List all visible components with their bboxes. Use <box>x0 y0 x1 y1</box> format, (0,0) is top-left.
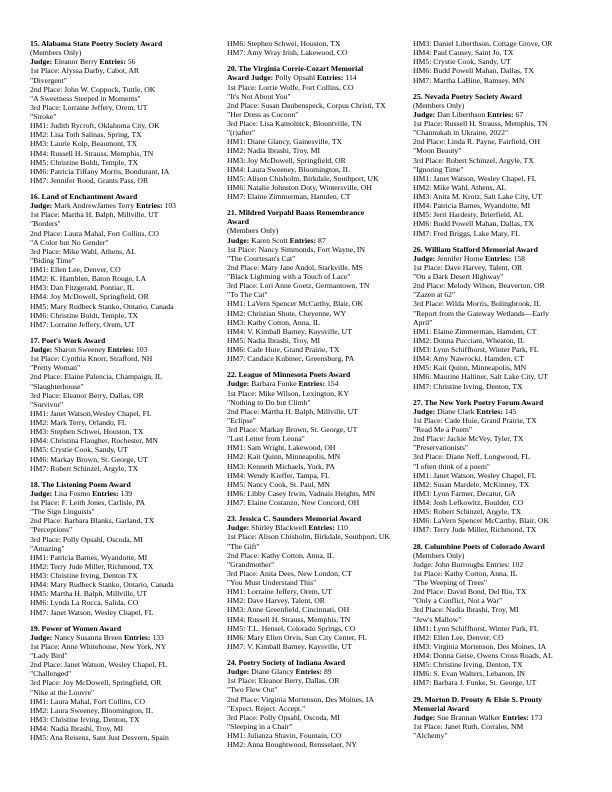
result-line: HM5: Crystie Cook, Sandy, UT <box>413 57 511 67</box>
award-title: 28. Columbine Poets of Colorado Award <box>413 541 545 551</box>
result-line: 2nd Place: John W. Coppock, Tuttle, OK <box>30 84 156 94</box>
award-block-18-the-listening-poem-award <box>30 480 202 617</box>
entries-count: 102 <box>511 559 524 569</box>
result-line: HM4: Russell H. Strauss, Memphis, TN <box>227 614 351 624</box>
result-line: 3rd Place: Anita Dees, New London, CT <box>227 568 352 578</box>
judge-line <box>413 110 585 119</box>
result-line: "Expect. Reject. Accept." <box>227 703 306 713</box>
result-line: HM4: Laura Sweeney, Bloomington, IL <box>227 164 350 174</box>
result-line: "Black Lightning with a Touch of Lace" <box>227 272 351 281</box>
result-line: 2nd Place: Linda R. Payne, Fairfield, OH <box>413 137 541 147</box>
entries-label: Entries: <box>123 632 151 642</box>
result-line: HM4: Joy McDowell, Springfield, OR <box>30 292 149 302</box>
award-title: 21. Mildred Vorpahl Baass Remembrance Award <box>227 208 365 227</box>
judge-name: Diane Clark <box>437 406 475 416</box>
result-line: 1st Place: Nancy Simmonds, Fort Wayne, IN <box>227 244 366 254</box>
column-2 <box>227 39 399 756</box>
result-line: "Perceptions" <box>30 525 73 535</box>
award-title: 20. The Virginia Corrie-Cozart Memorial Award Judge: Polly Opsahl Entries: 114 <box>227 64 364 83</box>
award-block-24-poetry-society-of-indiana-award <box>227 658 399 749</box>
result-line: HM6: S. Evan Walters, Lebanon, IN <box>413 669 525 679</box>
result-line: HM7: Elaine Zimmerman, Hamden, CT <box>227 192 351 201</box>
result-line: HM7: Barbara J. Funke, St. George, UT <box>413 678 537 688</box>
result-line: 2nd Place: Kathy Cotton, Anna, IL <box>227 550 334 560</box>
result-line: 1st Place: Kathy Cotton, Anna, IL <box>413 568 518 578</box>
result-line: "A Color but No Gender" <box>30 237 109 247</box>
entries-label: Entries: <box>317 73 344 83</box>
result-line: "Borders" <box>30 219 61 229</box>
result-line: HM5: Ana Reisens, Sant Just Desvern, Spain <box>30 733 169 743</box>
judge-line <box>30 489 202 498</box>
entries-count: 110 <box>336 523 349 533</box>
award-block-28-columbine-poets-of-colorado-award <box>413 542 585 688</box>
result-line: "Her Dress as Cocoon" <box>227 109 299 119</box>
result-line: "Last Letter from Leona" <box>227 434 305 444</box>
award-block-15-alabama-state-poetry-society-award <box>30 39 202 185</box>
result-line: HM3: Laurie Kolp, Beaumont, TX <box>30 139 138 149</box>
entries-label: Entries: <box>295 667 323 677</box>
judge-line <box>227 523 399 532</box>
entries-count: 114 <box>345 73 357 83</box>
result-line: HM1: Judith Rycroft, Oklahoma City, OK <box>30 121 160 131</box>
judge-name: Shirley Blackwell <box>251 523 307 533</box>
result-line: "Read Me a Poem" <box>413 425 473 434</box>
result-line: "Alchemy" <box>413 731 448 740</box>
result-line: HM3: Lynn Farmer, Decatur, GA <box>413 488 516 498</box>
result-line: 1st Place: Alyssa Darby, Cabot, AR <box>30 66 140 76</box>
entries-count: 158 <box>513 253 525 263</box>
award-block-22-league-of-minnesota-poets-award <box>227 370 399 507</box>
result-line: 3rd Place: Joy McDowell, Springfield, OR <box>30 678 162 688</box>
result-line: HM6: Lynda La Rocca, Salida, CO <box>30 598 139 608</box>
result-line: HM2: Dave Harvey, Talent, OR <box>227 596 325 606</box>
result-line: HM2: Nadia Ibrashi, Troy, MI <box>227 146 321 156</box>
result-line: HM6: Mary Ellen Orvis, Sun City Center, FL <box>227 632 367 642</box>
result-line: HM3: Anita M. Krotz, Salt Lake City, UT <box>413 192 542 201</box>
entries-count: 87 <box>317 235 326 245</box>
result-line: "Nothing to Do but Climb" <box>227 397 311 407</box>
judge-line <box>413 713 585 722</box>
result-line: 2nd Place: Virginia Mortenson, Des Moines, IA <box>227 694 375 704</box>
entries-count: 139 <box>120 488 133 498</box>
result-line: 1st Place: Mike Wilson, Lexington, KY <box>227 388 349 398</box>
judge-line <box>227 236 399 245</box>
result-line: "Moon Beauty" <box>413 146 462 156</box>
result-line: 3rd Place: Robert Schinzel, Argyle, TX <box>413 155 534 165</box>
result-line: HM6: LaVern Spencer McCarthy, Blair, OK <box>413 516 550 526</box>
result-line: "Report from the Gateway Wetlands—Early <box>413 308 550 318</box>
result-line: HM3: Christine Irving, Denton, TX <box>30 714 140 724</box>
award-block-19-power-of-women-award <box>30 624 202 743</box>
judge-label: Judge: <box>413 406 436 416</box>
award-title: 23. Jessica C. Saunders Memorial Award <box>227 514 362 524</box>
members-only-note: (Members Only) <box>30 48 82 58</box>
result-line: HM2: K. Hamblen, Baton Rouge, LA <box>30 274 147 284</box>
award-title: 17. Poet's Work Award <box>30 335 106 345</box>
result-line: "Nike at the Louvre" <box>30 687 95 697</box>
judge-name: Jennifer Horne <box>437 253 484 263</box>
result-line: HM5: T.L. Hensel, Colorado Springs, CO <box>227 623 356 633</box>
result-line: 2nd Place: Susan Daubenspeck, Corpus Christi, TX <box>227 100 386 110</box>
result-line: HM3: Lynn Schiffhorst, Winter Park, FL <box>413 345 539 354</box>
judge-label: Judge: <box>413 559 434 569</box>
result-line: "Survivor" <box>30 399 64 409</box>
award-block-23-jessica-c-saunders-memorial-award <box>227 514 399 651</box>
result-line: HM2: Anna Boughtwood, Rensselaer, NY <box>227 740 357 750</box>
result-line: "Amazing" <box>30 543 65 553</box>
result-line: HM7: V. Kimball Barney, Kaysville, UT <box>227 641 352 651</box>
result-line: HM3: Stephen Schwei, Houston, TX <box>30 427 144 437</box>
entries-count: 173 <box>530 712 543 722</box>
judge-label: Judge: <box>30 632 53 642</box>
result-line: HM2: Ellen Lee, Denver, CO <box>413 632 504 642</box>
award-title: 22. League of Minnesota Poets Award <box>227 370 351 380</box>
result-line: 2nd Place: Janet Watson, Wesley Chapel, FL <box>30 660 168 670</box>
result-line: HM2: Kait Quinn, Minneapolis, MN <box>227 452 341 462</box>
result-line: 1st Place: Russell H. Strauss, Memphis, TN <box>413 119 548 128</box>
judge-label: Judge: <box>30 57 53 67</box>
result-line: 3rd Place: Markay Brown, St. George, UT <box>227 425 358 434</box>
entries-label: Entries: <box>298 379 326 389</box>
result-line: HM4: V. Kimball Barney, Kaysville, UT <box>227 326 352 336</box>
result-line: HM7: Amy Wray Irish, Lakewood, CO <box>227 48 348 58</box>
result-line: "(r)after" <box>227 128 256 138</box>
award-title: 25. Nevada Poetry Society Award <box>413 91 522 101</box>
result-line: 3rd Place: Polly Opsahl, Oscoda, MI <box>227 712 340 722</box>
result-line: 2nd Place: Mary Jane Andol, Starkville, MS <box>227 262 363 272</box>
judge-name: Nancy Susanna Breen <box>54 632 123 642</box>
result-line: HM3: Christine Irving, Denton TX <box>30 571 138 580</box>
result-line: "Two Flew Out" <box>227 685 278 695</box>
result-line: HM4: Christina Flaugher, Rochester, MN <box>30 436 158 446</box>
result-line: HM7: Terry Jude Miller, Richmond, TX <box>413 525 537 535</box>
judge-name: Karen Scott <box>251 235 288 245</box>
result-line: HM1: Ellen Lee, Denver, CO <box>30 265 121 274</box>
result-line: 2nd Place: Jackie McVey, Tyler, TX <box>413 434 524 444</box>
result-line: HM1: Patricia Barnes, Wyandotte, MI <box>30 552 148 562</box>
entries-label: Entries: <box>289 235 317 245</box>
judge-name: Mark AndrewJames Terry <box>54 201 135 211</box>
award-block-16-land-of-enchantment-award <box>30 192 202 329</box>
result-line: 1st Place: Eleanor Berry, Dallas, OR <box>227 676 340 686</box>
judge-line <box>413 254 585 263</box>
result-line: HM5: Kait Quinn, Minneapolis, MN <box>413 363 527 373</box>
result-line: HM7: Candace Kubinec, Greensburg, PA <box>227 354 355 364</box>
entries-label: Entries: <box>99 57 126 67</box>
result-line: "The Courtesan's Cat" <box>227 253 296 263</box>
result-line: HM1: Lynn Schiffhorst, Winter Park, FL <box>413 623 539 633</box>
award-block-25-nevada-poetry-society-award <box>413 92 585 238</box>
result-line: 1st Place: Dave Harvey, Talent, OR <box>413 262 523 272</box>
judge-line <box>30 345 202 354</box>
result-line: "Only a Conflict, Not a War" <box>413 596 503 606</box>
judge-name: Polly Opsahl <box>275 73 316 83</box>
result-line: "Grandmother" <box>227 559 275 569</box>
result-line: "Stroke" <box>30 112 57 121</box>
judge-label: Judge: <box>227 523 250 533</box>
result-line: HM4: Mary Rudbeck Stanko, Ontario, Canada <box>30 580 174 590</box>
result-line: HM2: Lisa Toth Salinas, Spring, TX <box>30 130 142 140</box>
result-line: HM6: Libby Casey Irwin, Vadnais Heights, MN <box>227 488 376 498</box>
award-block-17-poet-s-work-award <box>30 336 202 473</box>
result-line: HM2: Christian Shute, Cheyenne, WY <box>227 308 347 318</box>
result-line: "Channukah in Ukraine, 2022" <box>413 128 509 138</box>
result-line: "The Weeping of Trees" <box>413 578 488 587</box>
result-line: 3rd Place: Lori Anne Goetz, Germantown, TN <box>227 281 370 291</box>
result-line: "A Sweetness Steeped in Moments" <box>30 93 141 103</box>
entries-count: 103 <box>135 345 148 354</box>
result-line: HM7: Robert Schinzel, Argyle, TX <box>30 463 139 473</box>
result-line: HM2: Donna Pucciani, Wheaton, IL <box>413 335 525 345</box>
award-title: 26. William Stafford Memorial Award <box>413 244 538 254</box>
result-line: HM5: Mary Rudbeck Stanko, Ontario, Canada <box>30 301 174 311</box>
result-line: HM4: Paul Causey, Saint Jo, TX <box>413 48 514 58</box>
result-line: 2nd Place: Barbara Blanks, Garland, TX <box>30 516 155 526</box>
result-line: HM3: Kenneth Michaels, York, PA <box>227 461 335 471</box>
result-line: HM6: Markay Brown, St. George, UT <box>30 454 148 464</box>
judge-name: Eleanor Berry <box>54 57 98 67</box>
result-line: HM7: Elaine Costanzo, New Concord, OH <box>227 498 360 507</box>
result-line: 2nd Place: Martha H. Balph, Millville, UT <box>227 406 358 416</box>
entries-count: 67 <box>515 109 524 119</box>
judge-name: Sharon Sweeney <box>54 345 106 354</box>
result-line: 1st Place: Janet Ruth, Corrales, NM <box>413 721 524 731</box>
members-only-note: (Members Only) <box>227 226 279 236</box>
entries-label: Entries: <box>485 559 510 569</box>
judge-label: Judge: <box>227 667 250 677</box>
result-line: HM1: Diane Glancy, Gainesville, TX <box>227 137 343 147</box>
judge-label: Judge: <box>30 488 53 498</box>
entries-count: 89 <box>323 667 332 677</box>
result-line: 1st Place: F. Leith Jones, Carlisle, PA <box>30 498 146 507</box>
result-line: HM4: Nadia Ibrashi, Troy, MI <box>30 724 124 733</box>
result-line: HM6: Cade Huie, Grand Prairie, TX <box>227 345 340 354</box>
judge-label: Judge: <box>413 253 436 263</box>
result-line: 3rd Place: Lisa Kamolnick, Blountville, TN <box>227 119 362 128</box>
result-line: "Jew's Mallow" <box>413 614 462 624</box>
result-line: "On a Dark Desert Highway" <box>413 272 504 281</box>
entries-count: 145 <box>504 406 517 416</box>
judge-name: Lisa Fosmo <box>54 488 91 498</box>
result-line: 2nd Place: David Bond, Del Rio, TX <box>413 587 527 597</box>
result-line: HM7: Janet Watson, Wesley Chapel, FL <box>30 607 154 617</box>
result-line: 1st Place: Cade Huie, Grand Prairie, TX <box>413 415 537 425</box>
result-line: 2nd Place: Melody Wilson, Beaverton, OR <box>413 281 545 291</box>
result-line: HM7: Christine Irving, Denton, TX <box>413 381 523 391</box>
result-line: HM7: Fred Briggs, Lake Mary, FL <box>413 228 520 238</box>
result-line: "I often think of a poem" <box>413 461 490 471</box>
judge-label: Judge: <box>30 201 53 211</box>
result-line: HM6: Maurine Haltiner, Salt Lake City, UT <box>413 372 548 382</box>
result-line: "Biding Time" <box>30 255 75 265</box>
result-line: HM5: Christine Irving, Denton, TX <box>413 660 523 670</box>
result-line: 3rd Place: Diane Neff, Longwood, FL <box>413 452 531 462</box>
result-line: HM6: Patricia Tiffany Morris, Bondurant, IA <box>30 166 170 176</box>
judge-line <box>413 407 585 416</box>
entries-count: 103 <box>164 201 177 211</box>
result-line: "Sleeping in a Chair" <box>227 721 293 731</box>
result-line: HM6: Christine Boldt, Temple, TX <box>30 310 139 320</box>
judge-label: Judge: <box>227 235 250 245</box>
award-title: 19. Power of Women Award <box>30 623 122 633</box>
result-line: HM3: Virginia Mortenson, Des Moines, IA <box>413 641 547 651</box>
entries-count: 154 <box>326 379 339 389</box>
award-block-27-the-new-york-poetry-forum-award <box>413 398 585 535</box>
result-line: HM2: Susan Mardele, McKinney, TX <box>413 479 530 489</box>
result-line: HM5: Martha H. Balph, Millville, UT <box>30 589 148 599</box>
judge-line <box>30 201 202 210</box>
result-line: HM5: Jerri Hardesty, Brierfield, AL <box>413 210 524 220</box>
result-line: HM1: Julianza Shavin, Fountain, CO <box>227 731 342 740</box>
result-line: "The Sign Linguists" <box>30 507 95 517</box>
result-line: HM1: Laura Mahal, Fort Collins, CO <box>30 696 146 706</box>
result-line: HM2: Mike Wahl, Athens, AL <box>413 182 507 192</box>
result-line: HM1: Janet Watson, Wesley Chapel, FL <box>413 470 537 480</box>
result-line: HM1: Janet Watson,Wesley Chapel, FL <box>30 408 152 418</box>
result-line: HM6: Stephen Schwei, Houston, TX <box>227 39 341 48</box>
result-line: 3rd Place: Nadia Ibrashi, Troy, MI <box>413 605 519 615</box>
judge-name: John Burroughs <box>435 559 484 569</box>
judge-line <box>251 73 357 82</box>
continued-results <box>413 39 585 85</box>
result-line: HM2: Terry Jude Miller, Richmond, TX <box>30 561 154 571</box>
result-line: 1st Place: Anne Whitehouse, New York, NY <box>30 641 167 651</box>
result-line: 2nd Place: Elaine Palencia, Champaign, IL <box>30 372 163 382</box>
continued-results <box>227 39 399 57</box>
result-line: HM1: Elaine Zimmerman, Hamden, CT <box>413 326 537 336</box>
entries-label: Entries: <box>502 712 529 722</box>
result-line: HM3: Daniel Liberthson, Cottage Grove, OR <box>413 39 553 48</box>
entries-label: Entries: <box>476 406 503 416</box>
result-line: HM4: Donna Geise, Owens Cross Roads, AL <box>413 651 553 660</box>
entries-count: 56 <box>127 57 136 67</box>
result-line: "You Must Understand This" <box>227 578 317 587</box>
judge-name: Diane Glancy <box>251 667 294 677</box>
result-line: 1st Place: Lorrie Wolfe, Fort Collins, CO <box>227 82 354 92</box>
result-line: "It's Not About You" <box>227 91 291 101</box>
result-line: HM1: LaVern Spencer McCarthy, Blair, OK <box>227 299 364 309</box>
result-line: 1st Place: Martha H. Balph, Millville, UT <box>30 210 159 220</box>
result-line: HM1: Sam Wright, Lakewood, OH <box>227 443 336 453</box>
entries-label: Entries: <box>92 488 119 498</box>
result-line: 1st Place: Cynthia Knorr, Strafford, NH <box>30 354 153 364</box>
result-line: HM5: Christine Boldt, Temple, TX <box>30 157 139 167</box>
result-line: HM3: Anne Greenfield, Cincinnati, OH <box>227 605 350 615</box>
entries-label: Entries: <box>136 201 163 211</box>
column-1 <box>30 39 202 749</box>
award-title: 18. The Listening Poem Award <box>30 479 131 489</box>
result-line: "Preservationists" <box>413 443 468 453</box>
result-line: HM6: Budd Powell Mahan, Dallas, TX <box>413 219 534 229</box>
result-line: "Challenged" <box>30 669 72 679</box>
result-line: 3rd Place: Wilda Morris, Bolingbrook, IL <box>413 299 541 309</box>
result-line: "Eclipse" <box>227 415 256 425</box>
result-line: HM2: Laura Sweeney, Bloomington, IL <box>30 705 153 715</box>
award-title: 24. Poetry Society of Indiana Award <box>227 658 346 667</box>
result-line: 3rd Place: Polly Opsahl, Oscoda, MI <box>30 534 143 544</box>
judge-label: Judge: <box>251 73 274 83</box>
judge-line <box>413 560 585 569</box>
judge-label: Judge: <box>413 109 436 119</box>
judge-line <box>30 633 202 642</box>
result-line: 3rd Place: Lorraine Jeffery, Orem, UT <box>30 102 148 112</box>
judge-line <box>227 667 399 676</box>
result-line: HM6: Budd Powell Mahan, Dallas, TX <box>413 66 534 76</box>
judge-name: Sue Brannan Walker <box>437 712 501 722</box>
result-line: HM1: Janet Watson, Wesley Chapel, FL <box>413 173 537 183</box>
column-3 <box>413 39 585 747</box>
award-title: 15. Alabama State Poetry Society Award <box>30 39 163 48</box>
result-line: HM4: Patricia Barnes, Wyandotte, MI <box>413 201 531 211</box>
judge-line <box>227 379 399 388</box>
result-line: HM3: Joy McDowell, Springfield, OR <box>227 155 346 165</box>
result-line: HM4: Wendy Kieffer, Tampa, FL <box>227 470 330 480</box>
award-block-29-morton-d-prouty-elsie-s-prouty-memori <box>413 695 585 741</box>
entries-label: Entries: <box>107 345 134 354</box>
result-line: HM3: Dan Fitzgerald, Pontiac, IL <box>30 283 135 293</box>
entries-label: Entries: <box>484 253 512 263</box>
judge-line <box>30 57 202 66</box>
result-line: HM7: Lorraine Jeffery, Orem, UT <box>30 319 135 329</box>
judge-label: Judge: <box>30 345 53 354</box>
result-line: "Pretty Woman" <box>30 363 81 373</box>
judge-label: Judge: <box>227 379 250 389</box>
award-block-26-william-stafford-memorial-award <box>413 245 585 391</box>
members-only-note: (Members Only) <box>413 550 465 560</box>
result-line: April" <box>413 317 433 327</box>
result-line: HM7: Martha LaBine, Ramsey, MN <box>413 75 525 85</box>
result-line: HM3: Kathy Cotton, Anna, IL <box>227 317 321 327</box>
result-line: HM4: Josh Lefkowitz, Boulder, CO <box>413 498 524 507</box>
award-block-20-the-virginia-corrie-cozart-memorial-a <box>227 64 399 201</box>
judge-label: Judge: <box>413 712 436 722</box>
result-line: HM7: Jennifer Rood, Grants Pass, OR <box>30 175 149 185</box>
entries-label: Entries: <box>487 109 514 119</box>
result-line: 3rd Place: Mike Wahl, Athens, AL <box>30 246 136 256</box>
result-line: "To The Cat" <box>227 290 268 300</box>
result-line: HM1: Lorraine Jeffery, Orem, UT <box>227 587 332 597</box>
result-line: 2nd Place: Laura Mahal, Fort Collins, CO <box>30 228 159 238</box>
result-line: HM4: Russell H. Strauss, Memphis, TN <box>30 148 154 158</box>
judge-name: Barbara Funke <box>251 379 297 389</box>
result-line: "Zazen at 62" <box>413 290 456 300</box>
award-title: 16. Land of Enchantment Award <box>30 192 138 201</box>
entries-label: Entries: <box>308 523 335 533</box>
result-line: HM5: Nadia Ibrashi, Troy, MI <box>227 335 321 345</box>
result-line: "Slaughterhouse" <box>30 381 84 391</box>
result-line: "Lady Bird" <box>30 651 68 660</box>
result-line: HM4: Amy Nawrocki, Hamden, CT <box>413 354 525 364</box>
result-line: HM5: Robert Schinzel, Argyle, TX <box>413 507 522 517</box>
result-line: "Divergent" <box>30 75 67 85</box>
result-line: HM5: Crystie Cook, Sandy, UT <box>30 445 128 455</box>
result-line: 3rd Place: Eleanor Berry, Dallas, OR <box>30 390 144 400</box>
result-line: HM2: Mark Terry, Orlando, FL <box>30 418 127 427</box>
result-line: HM5: Alison Chisholm, Birkdale, Southport, UK <box>227 173 379 183</box>
award-block-21-mildred-vorpahl-baass-remembrance-awa <box>227 208 399 363</box>
result-line: 1st Place: Alison Chisholm, Birkdale, Southport, UK <box>227 532 390 542</box>
award-title: 27. The New York Poetry Forum Award <box>413 397 544 407</box>
result-line: HM6: Natalie Johnston Doty, Wintersville, OH <box>227 182 372 192</box>
award-title: 29. Morton D. Prouty & Elsie S. Prouty Memorial Award <box>413 694 543 713</box>
entries-count: 133 <box>152 632 164 642</box>
result-line: HM5: Nancy Cook, St. Paul, MN <box>227 479 330 489</box>
result-line: "The Gift" <box>227 541 260 551</box>
members-only-note: (Members Only) <box>413 100 465 110</box>
result-line: "Ignoring Time" <box>413 164 464 174</box>
judge-name: Dan Liberthson <box>437 109 486 119</box>
